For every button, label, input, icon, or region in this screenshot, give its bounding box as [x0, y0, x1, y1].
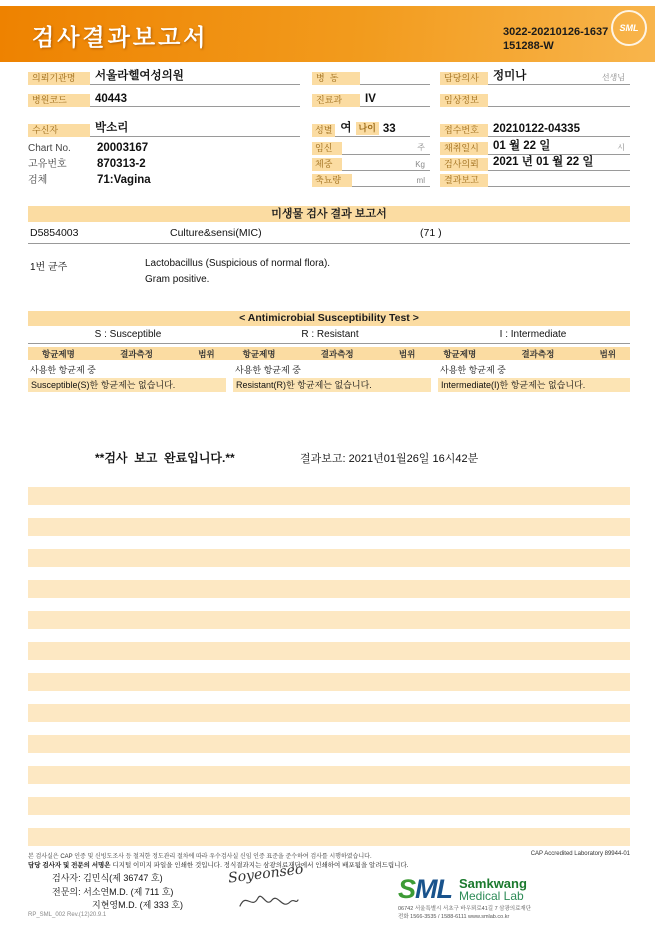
- collection-date-suffix: 시: [617, 143, 625, 152]
- divider: [28, 343, 630, 344]
- specimen-label: 검체: [28, 175, 48, 186]
- report-complete-time: 결과보고: 2021년01월26일 16시42분: [300, 453, 479, 465]
- signature-disclaimer: [28, 860, 588, 869]
- col-drug-name: 항균제명: [443, 348, 477, 359]
- unique-id-value: 870313-2: [97, 158, 146, 170]
- sml-logo-mark-icon: [398, 876, 452, 903]
- col-result: 결과측정: [320, 348, 354, 359]
- quality-assurance-note: 본 검사실은 CAP 인증 및 신빙도조사 등 철저한 정도관리 절차에 따라 우수검사실 신임 인증 표준을 준수하여 검사를 시행하였습니다.: [28, 854, 372, 860]
- clinical-info-label: 임상정보: [440, 94, 488, 107]
- field-hospital-code: [28, 92, 300, 107]
- clinical-info-value: [488, 93, 630, 107]
- culture-result-line2: Gram positive.: [145, 274, 210, 285]
- field-doctor: [440, 70, 630, 85]
- document-number-line2: 151288-W: [503, 40, 554, 53]
- signature-scribble-icon: [236, 888, 300, 914]
- no-susceptible-result: Susceptible(S)한 항균제는 없습니다.: [28, 378, 226, 392]
- col-range: 범위: [599, 348, 616, 359]
- department-value: IV: [360, 93, 430, 107]
- sml-logo-ml: ML: [415, 874, 452, 904]
- sex-label: 성별: [312, 124, 335, 137]
- empty-result-row: [28, 549, 630, 567]
- no-intermediate-result: Intermediate(I)한 항균제는 없습니다.: [438, 378, 630, 392]
- empty-result-row: [28, 828, 630, 846]
- microbiology-section-header: 미생물 검사 결과 보고서: [28, 206, 630, 222]
- chart-no-label: Chart No.: [28, 143, 71, 154]
- field-chart-no: [28, 140, 300, 155]
- empty-result-row: [28, 642, 630, 660]
- specialist-2: 지현영M.D. (제 333 호): [92, 900, 183, 910]
- organization-value: 서울라헬여성의원: [90, 67, 300, 85]
- empty-result-row: [28, 611, 630, 629]
- request-date-label: 검사의뢰: [440, 158, 488, 171]
- department-label: 진료과: [312, 94, 360, 107]
- empty-result-row: [28, 704, 630, 722]
- col-result: 결과측정: [120, 348, 153, 359]
- sml-ring-logo-icon: [611, 10, 647, 46]
- field-pregnancy: [312, 140, 430, 155]
- weight-label: 체중: [312, 158, 342, 171]
- empty-result-row: [28, 797, 630, 815]
- signature-disclaimer-bold: 담당 검사자 및 전문의 서명은: [28, 862, 111, 869]
- empty-result-row: [28, 766, 630, 784]
- used-antibiotics-label: 사용한 항균제 중: [235, 365, 301, 375]
- recipient-value: 박소리: [90, 119, 300, 137]
- report-complete-message: **검사 보고 완료입니다.**: [95, 451, 235, 465]
- cap-accreditation-text: CAP Accredited Laboratory 89944-01: [530, 851, 630, 857]
- age-label: 나이: [356, 122, 379, 135]
- sml-logo-s: S: [398, 874, 416, 904]
- chart-no-value: 20003167: [97, 142, 149, 154]
- specimen-value: 71:Vagina: [97, 174, 151, 186]
- specialist-1: 전문의: 서소연M.D. (제 711 호): [52, 886, 174, 897]
- test-name: Culture&sensi(MIC): [170, 227, 262, 239]
- hospital-code-label: 병원코드: [28, 94, 90, 107]
- doctor-value: [488, 67, 630, 85]
- lab-address-line2: 전화 1566-3535 / 1588-6111 www.smlab.co.kr: [398, 913, 510, 920]
- sex-age-value: [335, 119, 430, 137]
- result-report-date-value: [488, 173, 630, 187]
- field-specimen: [28, 172, 300, 187]
- pregnancy-value: [342, 141, 430, 155]
- field-unique-id: [28, 156, 300, 171]
- document-number: [503, 25, 608, 54]
- brand-line1: Samkwang: [459, 875, 527, 891]
- empty-result-row: [28, 580, 630, 598]
- recipient-label: 수신자: [28, 124, 90, 137]
- field-weight: [312, 156, 430, 171]
- urine-volume-label: 축뇨량: [312, 174, 352, 187]
- field-ward: [312, 70, 430, 85]
- field-clinical-info: [440, 92, 630, 107]
- brand-line2: Medical Lab: [459, 888, 524, 903]
- ast-section-header: < Antimicrobial Susceptibility Test >: [28, 311, 630, 326]
- legend-resistant: R : Resistant: [301, 329, 359, 340]
- culture-result-line1: Lactobacillus (Suspicious of normal flora).: [145, 258, 331, 269]
- receipt-number-value: 20210122-04335: [488, 123, 630, 137]
- field-department: [312, 92, 430, 107]
- weight-value: [342, 157, 430, 171]
- organization-label: 의뢰기관명: [28, 72, 90, 85]
- pregnancy-unit: 주: [417, 143, 425, 152]
- no-resistant-result: Resistant(R)한 항균제는 없습니다.: [233, 378, 431, 392]
- strain-label: 1번 균주: [30, 262, 68, 273]
- report-header: [0, 6, 655, 62]
- result-report-date-label: 결과보고: [440, 174, 488, 187]
- col-range: 범위: [198, 348, 215, 359]
- ast-column-header-bar: [28, 347, 630, 360]
- weight-unit: Kg: [415, 160, 425, 169]
- signature-disclaimer-rest: 디지털 이미지 파일을 인쇄한 것입니다. 정식결과지는 삼광의료재단에서 인쇄하여 배포됨을 알려드립니다.: [110, 862, 409, 869]
- field-receipt-number: [440, 122, 630, 137]
- urine-volume-value: [352, 173, 430, 187]
- tester-name: 검사자: 김민식(제 36747 호): [52, 873, 163, 883]
- empty-result-row: [28, 487, 630, 505]
- col-drug-name: 항균제명: [42, 348, 75, 359]
- specimen-ref: (71 ): [420, 227, 442, 239]
- ast-column-group-i: [429, 347, 630, 360]
- field-recipient: [28, 122, 300, 137]
- field-result-report-date: [440, 172, 630, 187]
- ast-column-group-r: [229, 347, 430, 360]
- legend-intermediate: I : Intermediate: [499, 329, 567, 340]
- col-range: 범위: [398, 348, 416, 359]
- collection-date-text: 01 월 22 일: [493, 140, 551, 152]
- sex-value: 여: [340, 122, 352, 134]
- page-title: 검사결과보고서: [32, 24, 209, 50]
- field-urine-volume: [312, 172, 430, 187]
- empty-result-row: [28, 518, 630, 536]
- doctor-suffix: 선생님: [601, 73, 625, 82]
- sml-logo: [398, 876, 527, 903]
- col-result: 결과측정: [521, 348, 555, 359]
- age-value: 33: [382, 123, 396, 135]
- receipt-number-label: 접수번호: [440, 124, 488, 137]
- staff-credentials: [52, 872, 183, 913]
- doctor-label: 담당의사: [440, 72, 488, 85]
- sml-ring-logo-text: SML: [619, 23, 639, 33]
- field-sex-age: [312, 122, 430, 137]
- test-code: D5854003: [30, 227, 79, 239]
- used-antibiotics-label: 사용한 항균제 중: [30, 365, 96, 375]
- handwritten-signature: Soyeonseo: [227, 861, 305, 887]
- ast-column-group-s: [28, 347, 229, 360]
- request-date-value: 2021 년 01 월 22 일: [488, 153, 630, 171]
- pregnancy-label: 임신: [312, 142, 342, 155]
- lab-address-line1: 06742 서울특별시 서초구 바우뫼로41길 7 삼광의료재단: [398, 906, 532, 912]
- legend-susceptible: S : Susceptible: [94, 329, 162, 340]
- used-antibiotics-label: 사용한 항균제 중: [440, 365, 506, 375]
- urine-volume-unit: ml: [416, 176, 425, 185]
- doctor-name: 정미나: [493, 70, 527, 82]
- field-request-date: [440, 156, 630, 171]
- hospital-code-value: 40443: [90, 93, 300, 107]
- ward-label: 병 동: [312, 72, 360, 85]
- empty-result-row: [28, 735, 630, 753]
- unique-id-label: 고유번호: [28, 159, 67, 170]
- col-drug-name: 항균제명: [242, 348, 276, 359]
- collection-date-label: 채취일시: [440, 142, 488, 155]
- field-organization: [28, 70, 300, 85]
- empty-result-row: [28, 673, 630, 691]
- divider: [28, 243, 630, 244]
- ward-value: [360, 71, 430, 85]
- lab-address: [398, 906, 531, 921]
- document-number-line1: 3022-20210126-1637: [503, 26, 609, 38]
- form-number: RP_SML_002 Rev.(12)20.9.1: [28, 912, 107, 918]
- sml-logo-wordmark: [459, 877, 527, 903]
